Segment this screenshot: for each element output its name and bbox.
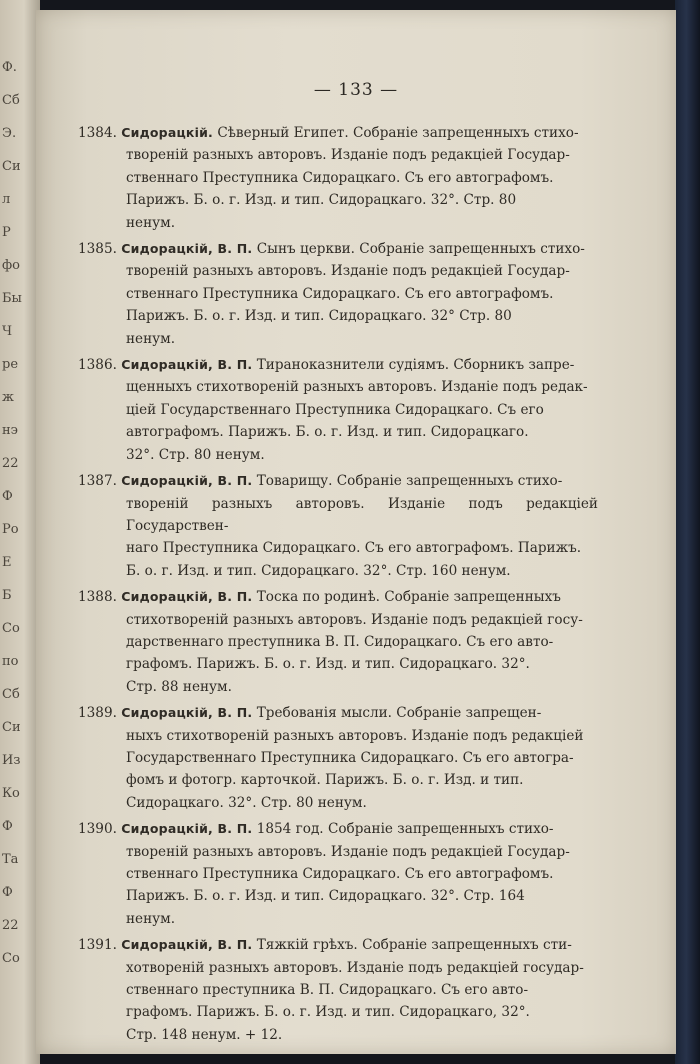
entry-number: 1385. bbox=[78, 241, 117, 258]
facing-page-text-fragment: по bbox=[2, 654, 19, 669]
facing-page-text-fragment: л bbox=[2, 192, 11, 207]
facing-page-edge bbox=[0, 0, 40, 1064]
facing-page-text-fragment: Со bbox=[2, 951, 20, 966]
entry-number: 1390. bbox=[78, 821, 117, 838]
entry-line: наго Преступника Сидорацкаго. Съ его автографомъ. Парижъ. bbox=[126, 540, 582, 557]
facing-page-text-fragment: Ф bbox=[2, 885, 13, 900]
entry-line: твореній разныхъ авторовъ. Изданіе подъ редакціей Государствен- bbox=[126, 495, 598, 534]
entry-number: 1387. bbox=[78, 473, 117, 490]
entry-line: Парижъ. Б. о. г. Изд. и тип. Сидорацкаго. 32°. Стр. 164 bbox=[126, 888, 525, 905]
facing-page-text-fragment: Е bbox=[2, 555, 12, 570]
bibliography-entry bbox=[78, 818, 598, 930]
entry-author: Сидорацкій. bbox=[121, 125, 213, 140]
entry-line: Сѣверный Египет. Собраніе запрещенныхъ стихо- bbox=[217, 125, 579, 141]
entry-number: 1388. bbox=[78, 589, 117, 606]
facing-page-text-fragment: 22 bbox=[2, 918, 19, 933]
entry-line: 1854 год. Собраніе запрещенныхъ стихо- bbox=[256, 821, 554, 838]
facing-page-text-fragment: ж bbox=[2, 390, 14, 405]
entry-line: Парижъ. Б. о. г. Изд. и тип. Сидорацкаго. 32°. Стр. 80 bbox=[126, 192, 517, 209]
bibliography-entry bbox=[78, 702, 598, 814]
entry-line: Тяжкій грѣхъ. Собраніе запрещенныхъ сти- bbox=[256, 937, 572, 954]
bibliography-entry bbox=[78, 586, 598, 698]
entry-line: стихотвореній разныхъ авторовъ. Изданіе подъ редакціей госу- bbox=[126, 611, 583, 628]
facing-page-text-fragment: Сб bbox=[2, 93, 20, 108]
facing-page-text-fragment: фо bbox=[2, 258, 21, 273]
entry-line: ственнаго Преступника Сидорацкаго. Съ его автографомъ. bbox=[126, 866, 554, 882]
entry-number: 1391. bbox=[78, 937, 117, 954]
facing-page-text-fragment: Ф. bbox=[2, 60, 17, 75]
book-page bbox=[36, 10, 676, 1054]
entry-line: Стр. 88 ненум. bbox=[126, 678, 232, 695]
entry-author: Сидорацкій, В. П. bbox=[121, 937, 253, 953]
entry-line: твореній разныхъ авторовъ. Изданіе подъ редакціей Государ- bbox=[126, 843, 570, 860]
entry-line: ненум. bbox=[126, 330, 176, 347]
entry-line: Требованія мысли. Собраніе запрещен- bbox=[256, 705, 542, 722]
entry-line: графомъ. Парижъ. Б. о. г. Изд. и тип. Сидорацкаго. 32°. bbox=[126, 656, 530, 673]
facing-page-text-fragment: Си bbox=[2, 720, 21, 735]
entry-line: ціей Государственнаго Преступника Сидорацкаго. Съ его bbox=[126, 401, 544, 418]
entry-line: Государственнаго Преступника Сидорацкаго. Съ его автогра- bbox=[126, 749, 574, 766]
facing-page-text-fragment: Со bbox=[2, 621, 20, 636]
facing-page-text-fragment: Ро bbox=[2, 522, 19, 537]
entry-line: Б. о. г. Изд. и тип. Сидорацкаго. 32°. Стр. 160 ненум. bbox=[126, 562, 511, 579]
entry-line: ственнаго Преступника Сидорацкаго. Съ его автографомъ. bbox=[126, 169, 554, 186]
entry-number: 1384. bbox=[78, 125, 117, 141]
entry-line: графомъ. Парижъ. Б. о. г. Изд. и тип. Сидорацкаго, 32°. bbox=[126, 1004, 530, 1021]
entry-author: Сидорацкій, В. П. bbox=[121, 705, 253, 721]
entry-line: ненум. bbox=[126, 214, 176, 231]
facing-page-text-fragment: Из bbox=[2, 753, 21, 768]
facing-page-text-fragment: Ф bbox=[2, 819, 13, 834]
bibliography-entry bbox=[78, 354, 598, 466]
entry-author: Сидорацкій, В. П. bbox=[121, 589, 253, 605]
bibliography-entry bbox=[78, 122, 598, 234]
entry-line: Тиранокaзнители судіямъ. Сборникъ запре- bbox=[256, 357, 575, 374]
entry-line: 32°. Стр. 80 ненум. bbox=[126, 446, 265, 463]
entry-line: хотвореній разныхъ авторовъ. Изданіе подъ редакціей государ- bbox=[126, 959, 584, 976]
facing-page-text-fragment: 22 bbox=[2, 456, 19, 471]
facing-page-text-fragment: Бы bbox=[2, 291, 22, 306]
bibliography-entry bbox=[78, 238, 598, 350]
entry-line: щенныхъ стихотвореній разныхъ авторовъ. Изданіе подъ редак- bbox=[126, 379, 588, 396]
entry-line: Парижъ. Б. о. г. Изд. и тип. Сидорацкаго. 32° Стр. 80 bbox=[126, 308, 512, 325]
bibliography-entry bbox=[78, 470, 598, 582]
entry-line: ныхъ стихотвореній разныхъ авторовъ. Изданіе подъ редакціей bbox=[126, 727, 584, 744]
facing-page-text-fragment: Б bbox=[2, 588, 12, 603]
entry-line: Сидорацкаго. 32°. Стр. 80 ненум. bbox=[126, 794, 367, 811]
entry-author: Сидорацкій, В. П. bbox=[121, 357, 253, 373]
entry-line: твореній разныхъ авторовъ. Изданіе подъ редакціей Государ- bbox=[126, 147, 570, 164]
entry-author: Сидорацкій, В. П. bbox=[121, 821, 253, 837]
facing-page-text-fragment: Си bbox=[2, 159, 21, 174]
book-binding bbox=[675, 0, 700, 1064]
entry-line: ственнаго Преступника Сидорацкаго. Съ его автографомъ. bbox=[126, 285, 554, 302]
page-number: — 133 — bbox=[313, 80, 399, 100]
entry-number: 1389. bbox=[78, 705, 117, 722]
facing-page-text-fragment: Та bbox=[2, 852, 19, 867]
entry-line: дарственнаго преступника В. П. Сидорацкаго. Съ его авто- bbox=[126, 633, 554, 650]
entry-number: 1386. bbox=[78, 357, 117, 374]
facing-page-text-fragment: Р bbox=[2, 225, 11, 240]
entry-line: ственнаго преступника В. П. Сидорацкаго. Съ его авто- bbox=[126, 982, 529, 999]
entry-line: Товарищу. Собраніе запрещенныхъ стихо- bbox=[256, 473, 563, 490]
facing-page-text-fragment: нэ bbox=[2, 423, 18, 438]
entry-line: Сынъ церкви. Собраніе запрещенныхъ стихо- bbox=[256, 241, 585, 258]
entry-author: Сидорацкій, В. П. bbox=[121, 473, 253, 489]
facing-page-text-fragment: Э. bbox=[2, 126, 17, 141]
facing-page-text-fragment: Ч bbox=[2, 324, 13, 339]
entry-line: твореній разныхъ авторовъ. Изданіе подъ редакціей Государ- bbox=[126, 263, 570, 280]
facing-page-text-fragment: Сб bbox=[2, 687, 20, 702]
facing-page-text-fragment: Ф bbox=[2, 489, 13, 504]
facing-page-text-fragment: Ко bbox=[2, 786, 20, 801]
entry-line: фомъ и фотогр. карточкой. Парижъ. Б. о. г. Изд. и тип. bbox=[126, 772, 524, 789]
entry-line: ненум. bbox=[126, 910, 176, 927]
entry-line: Тоска по родинѣ. Собраніе запрещенныхъ bbox=[256, 589, 561, 606]
bibliography-entry bbox=[78, 934, 598, 1046]
entry-author: Сидорацкій, В. П. bbox=[121, 241, 253, 257]
entry-line: автографомъ. Парижъ. Б. о. г. Изд. и тип. Сидорацкаго. bbox=[126, 424, 529, 441]
facing-page-text-fragment: ре bbox=[2, 357, 19, 372]
entry-line: Стр. 148 ненум. + 12. bbox=[126, 1026, 283, 1043]
bibliography-entries bbox=[78, 122, 598, 1050]
